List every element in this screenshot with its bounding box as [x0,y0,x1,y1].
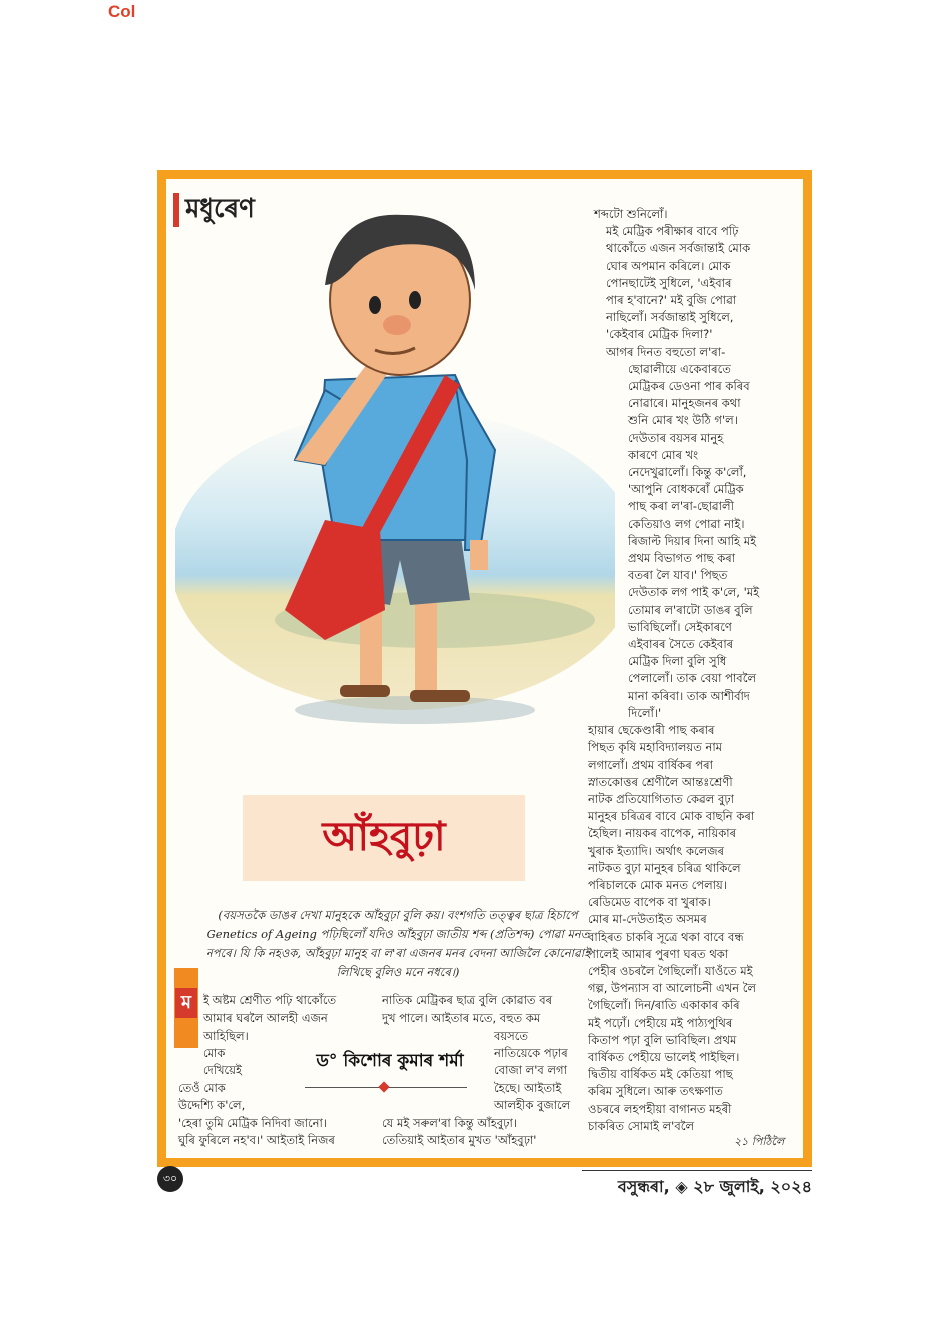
col1-line: ই অষ্টম শ্ৰেণীত পঢ়ি থাকোঁতে [203,993,337,1007]
section-heading [173,188,255,232]
right-col-line: বাৰ্ষিকত পেহীয়ে ভালেই পাইছিল। [588,1049,740,1064]
footer-rule [582,1170,812,1171]
right-col-line: ছোৱালীয়ে একেবাৰতে [628,361,731,376]
right-col-line: পাৰ হ'বানে?' মই বুজি পোৱা [606,293,737,308]
right-col-line: পোনছাটেই সুধিলে, 'এইবাৰ [606,275,732,290]
dropcap-letter: ম [175,988,197,1018]
col1-line: ঘুৰি ফুৰিলে নহ'ব।' আইতাই নিজৰ [178,1133,335,1147]
col2-line: তেতিয়াই আইতাৰ মুখত 'আঁহবুঢ়া' [382,1133,537,1147]
col1-line: 'হেৰা তুমি মেট্ৰিক নিদিবা জানো। [178,1116,327,1130]
right-col-line: বতৰা লৈ যাব।' পিছত [628,568,728,583]
right-col-line: পেলালোঁ। তাক বেয়া পাবলৈ [628,671,757,686]
right-col-line: দ্বিতীয় বাৰ্ষিকত মই কেতিয়া পাছ [588,1067,733,1082]
continue-note: ২১ পিঠিলৈ [734,1135,785,1148]
right-col-line: পৰিচালকে মোক মনত পেলায়। [588,877,727,892]
right-col-line: 'কেইবাৰ মেট্ৰিক দিলা?' [606,327,713,342]
right-col-line: মেট্ৰিক দিলা বুলি সুধি [628,654,727,669]
section-label: মধুৰেণ [185,194,255,224]
footer-issue: বসুন্ধৰা, ◈ ২৮ জুলাই, ২০২৪ [617,1177,812,1196]
right-col-line: খুৰাক ইত্যাদি। অৰ্থাৎ কলেজৰ [588,843,724,858]
right-col-line: নাছিলোঁ। সৰ্বজান্তাই সুধিলে, [606,310,734,325]
page-number: ৩০ [157,1166,183,1192]
section-bar [173,193,179,227]
corner-tag: Col [108,2,136,21]
title-box [243,795,525,881]
right-col-line: মেট্ৰিকৰ ডেওনা পাৰ কৰিব [628,379,750,394]
right-col-line: মই মেট্ৰিক পৰীক্ষাৰ বাবে পঢ়ি [606,224,739,239]
right-col-line: পিছত কৃষি মহাবিদ্যালয়ত নাম [588,740,723,755]
right-col-line: পাছ কৰা ল'ৰা-ছোৱালী [628,499,734,514]
right-col-line: চাকৰিত সোমাই ল'বলৈ [588,1118,695,1133]
right-column [588,206,788,1135]
col2-line: যে মই সৰুল'ৰা কিন্তু আঁহবুঢ়া। [382,1116,517,1130]
right-col-line: লগালোঁ। প্ৰথম বাৰ্ষিকৰ পৰা [588,757,713,772]
right-col-line: মানা কৰিবা। তাক আশীৰ্বাদ [628,688,750,703]
right-col-line: প্ৰথম বিভাগত পাছ কৰা [628,551,736,566]
right-col-line: ভাবিছিলোঁ। সেইকাৰণে [628,619,732,634]
col2-line: বোজা ল'ব লগা [494,1063,567,1077]
intro-paragraph: (বয়সতকৈ ডাঙৰ দেখা মানুহকে আঁহবুঢ়া বুলি কয়। বংশগতি তত্ত্বৰ ছাত্ৰ হিচাপে Genetics of Ageing পঢ়িছিলোঁ যদিও আঁহবুঢ়া জাতীয় শব্দ (প্ৰতিশব্দ) পোৱা মনত নপৰে। যি কি নহওক, আঁহবুঢ়া মানুহ বা ল'ৰা এজনৰ মনৰ বেদনা আজিলৈ কোনোৱাই লিখিছে বুলিও মনে নধৰে।) [205,908,591,979]
right-col-line: হৈছিল। নায়কৰ বাপেক, নায়িকাৰ [588,826,737,841]
right-col-line: কিতাপ পঢ়া বুলি ভাবিছিল। প্ৰথম [588,1032,737,1047]
col1-line: দেখিয়েই [203,1063,242,1077]
right-col-line: কাৰণে মোৰ খং [628,447,699,462]
col2-line: দুখ পালে। আইতাৰ মতে, বহুত কম [382,1011,541,1025]
right-col-line: গৈছিলোঁ। দিন/ৰাতি একাকাৰ কৰি [588,998,740,1013]
right-col-line: নাটক প্ৰতিযোগিতাত কেৱল বুঢ়া [588,791,734,806]
col2-line: নাতিক মেট্ৰিকৰ ছাত্ৰ বুলি কোৱাত বৰ [382,993,553,1007]
right-col-line: কৰিম সুধিলে। আৰু তৎক্ষণাত [588,1084,723,1099]
right-col-line: আগৰ দিনত বহুতো ল'ৰা- [606,344,726,359]
right-col-line: এইবাৰৰ সৈতে কেইবাৰ [628,637,734,652]
col2-line: আলহীক বুজালে [494,1098,571,1112]
author-name: ড° কিশোৰ কুমাৰ শৰ্মা [316,1051,464,1071]
right-col-line: দিলোঁ।' [628,705,662,720]
dropcap-box [174,968,198,1048]
right-col-line: ওচৰৰে লহপহীয়া বাগানত মহৰী [588,1101,732,1116]
col2-line: নাতিয়েকে পঢ়াৰ [494,1046,568,1060]
right-col-line: 'আপুনি বোধকৰোঁ মেট্ৰিক [628,482,744,497]
right-col-line: ৰেডিমেড বাপেক বা খুৰাক। [588,895,711,910]
right-col-line: ৰিজাল্ট দিয়াৰ দিনা আহি মই [628,533,757,548]
right-col-line: কেতিয়াও লগ পোৱা নাই। [628,516,745,531]
col1-line: মোক [203,1046,226,1060]
right-col-line: মানুহৰ চৰিত্ৰৰ বাবে মোক বাছনি কৰা [588,809,755,824]
col2-line: হৈছে। আইতাই [494,1081,562,1095]
right-col-line: নাটকত বুঢ়া মানুহৰ চৰিত্ৰ থাকিলে [588,860,741,875]
right-col-line: ঘোৰ অপমান কৰিলে। মোক [606,258,731,273]
col1-line: উদ্দেশ্যি ক'লে, [178,1098,246,1112]
right-col-line: থাকোঁতে এজন সৰ্বজান্তাই মোক [606,241,751,256]
right-col-line: নেদেখুৱালোঁ। কিন্তু ক'লোঁ, [628,465,747,480]
right-col-line: শুনি মোৰ খং উঠি গ'ল। [628,413,738,428]
right-col-line: পালেই আমাৰ পুৰণা ঘৰত থকা [588,946,729,961]
right-col-line: পেহীৰ ওচৰলৈ গৈছিলোঁ। যাওঁতে মই [588,963,753,978]
right-col-line: দেউতাক লগ পাই ক'লে, 'মই [628,585,760,600]
right-col-line: হায়াৰ ছেকেণ্ডাৰী পাছ কৰাৰ [588,723,715,738]
col1-line: তেওঁ মোক [178,1081,226,1095]
right-col-line: মই পঢ়োঁ। পেহীয়ে মই পাঠ্যপুথিৰ [588,1015,733,1030]
right-col-line: মোৰ মা-দেউতাইত অসমৰ [588,912,707,927]
right-col-line: গল্প, উপন্যাস বা আলোচনী এখন লৈ [588,981,756,996]
right-col-line: দেউতাৰ বয়সৰ মানুহ [628,430,724,445]
right-col-line: শব্দটো শুনিলোঁ। [594,207,668,221]
right-col-line: বাহিৰত চাকৰি সূত্ৰে থকা বাবে বন্ধ [588,929,744,944]
article-title: আঁহবুঢ়া [322,812,446,860]
right-col-line: নোৱাৰে। মানুহজনৰ কথা [628,396,741,411]
right-col-line: তোমাৰ ল'ৰাটো ডাঙৰ বুলি [628,602,753,617]
right-col-line: স্নাতকোত্তৰ শ্ৰেণীলৈ আন্তঃশ্ৰেণী [588,774,733,789]
col2-line: বয়সতে [494,1029,529,1043]
col1-line: আমাৰ ঘৰলৈ আলহী এজন [203,1011,328,1025]
boy-illustration [175,190,615,760]
col1-line: আহিছিল। [203,1029,249,1043]
